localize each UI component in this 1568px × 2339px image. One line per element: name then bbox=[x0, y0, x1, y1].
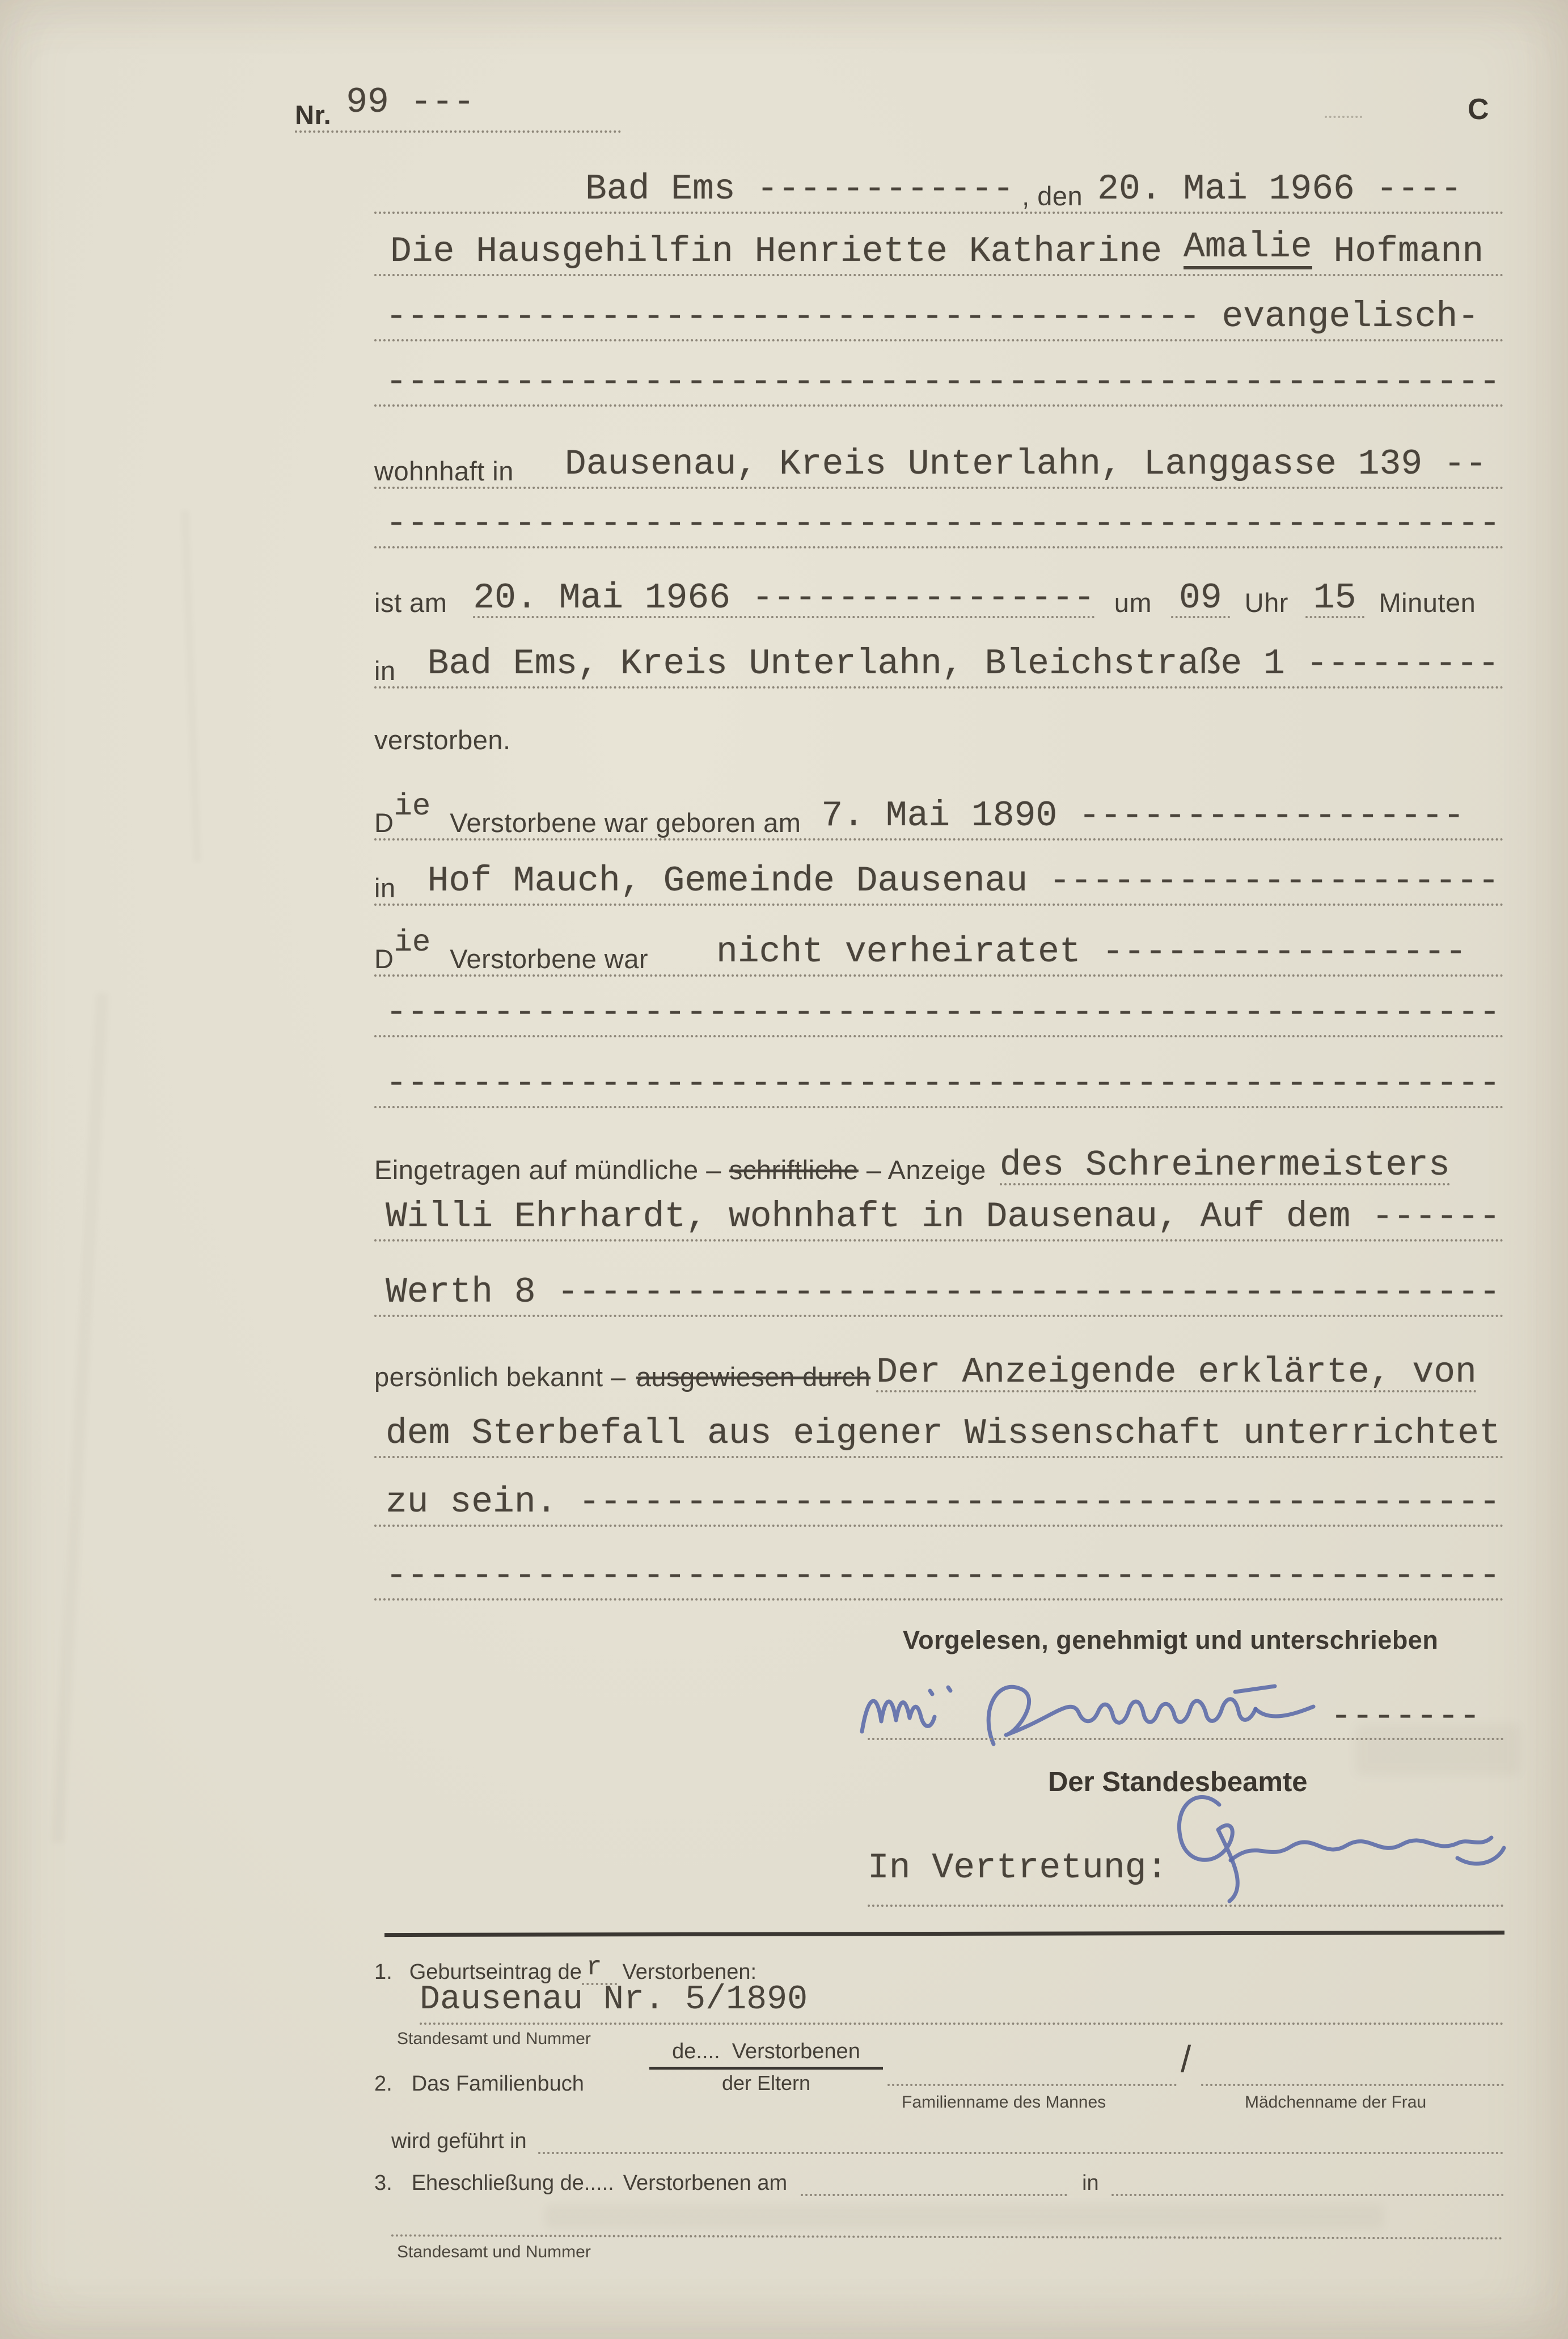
ie-typed: ie bbox=[394, 926, 431, 960]
entry-number-line bbox=[295, 85, 621, 133]
death-datetime-line bbox=[374, 569, 1504, 618]
verstorben-label: verstorben. bbox=[374, 725, 511, 755]
filler-line bbox=[374, 986, 1504, 1037]
family-book-item bbox=[374, 2048, 658, 2097]
death-hour-value: 09 bbox=[1179, 578, 1222, 618]
d-label: D bbox=[374, 944, 394, 974]
place-date-line bbox=[374, 163, 1504, 214]
uhr-label: Uhr bbox=[1244, 588, 1288, 618]
residence-label: wohnhaft in bbox=[374, 456, 514, 486]
residence-value: Dausenau, Kreis Unterlahn, Langgasse 139 -- bbox=[564, 444, 1487, 484]
item-number: 2. bbox=[374, 2072, 392, 2096]
name-part2: Hofmann bbox=[1312, 231, 1484, 272]
filler-line bbox=[374, 1550, 1504, 1601]
known-label: persönlich bekannt – bbox=[374, 1362, 626, 1392]
deceased-name-line bbox=[374, 225, 1504, 276]
birth-date-value: 7. Mai 1890 ------------------ bbox=[821, 796, 1465, 836]
birth-record-label-a: Geburtseintrag de bbox=[409, 1960, 582, 1984]
filler-dashes: ---------------------------------------------------- bbox=[386, 1063, 1501, 1104]
informant-name-value: Willi Ehrhardt, wohnhaft in Dausenau, Auf dem ------ bbox=[386, 1197, 1501, 1237]
residence-line bbox=[374, 438, 1504, 489]
filler-dashes: -------------------------------------- bbox=[386, 297, 1201, 337]
corner-letter: C bbox=[1468, 93, 1489, 126]
marriage-label-b: Verstorbenen am bbox=[623, 2171, 788, 2195]
d-label: D bbox=[374, 808, 394, 838]
filler-dashes: ---------------------------------------------------- bbox=[386, 362, 1501, 402]
leader-dots bbox=[887, 2064, 1177, 2086]
filler-line bbox=[374, 497, 1504, 548]
item-number: 3. bbox=[374, 2171, 392, 2195]
marital-value: nicht verheiratet ----------------- bbox=[716, 932, 1467, 972]
minuten-label: Minuten bbox=[1379, 588, 1476, 618]
informant-title-value: des Schreinermeisters bbox=[999, 1145, 1450, 1185]
caption-standesamt-nummer: Standesamt und Nummer bbox=[397, 2243, 591, 2261]
willi-ehrhardt-signature bbox=[845, 1659, 1327, 1764]
in-label: in bbox=[374, 873, 396, 903]
birth-record-value-line bbox=[420, 1974, 1504, 2025]
registration-notice-line bbox=[374, 1137, 1504, 1185]
birth-record-value: Dausenau Nr. 5/1890 bbox=[420, 1981, 808, 2019]
statement-line bbox=[374, 1407, 1504, 1458]
informant-address-value: Werth 8 -------------------------------------------- bbox=[386, 1272, 1501, 1312]
slash-divider: / bbox=[1181, 2038, 1191, 2080]
marriage-label-a: Eheschließung de..... bbox=[411, 2171, 614, 2195]
leader-dots bbox=[391, 2214, 1503, 2239]
statement-line3-value: zu sein. ------------------------------------------- bbox=[386, 1482, 1501, 1522]
nr-label: Nr. bbox=[295, 100, 332, 130]
religion-line bbox=[374, 290, 1504, 341]
signature-rule bbox=[868, 1717, 1504, 1740]
in-label: in bbox=[374, 656, 396, 686]
filler-dashes: ---------------------------------------------------- bbox=[386, 1556, 1501, 1596]
known-line bbox=[374, 1344, 1504, 1392]
filler-dashes: ---------------------------------------------------- bbox=[386, 993, 1501, 1033]
registration-label2: – Anzeige bbox=[866, 1155, 986, 1185]
death-minute-value: 15 bbox=[1313, 578, 1356, 618]
birth-record-label-b: Verstorbenen: bbox=[622, 1960, 757, 1984]
filler-line bbox=[374, 356, 1504, 407]
filler-dashes: ---------------------------------------------------- bbox=[386, 504, 1501, 544]
item-number: 1. bbox=[374, 1960, 392, 1984]
birthplace-value: Hof Mauch, Gemeinde Dausenau --------------------- bbox=[427, 861, 1499, 901]
entry-number-value: 99 --- bbox=[346, 85, 475, 123]
death-date-value: 20. Mai 1966 ---------------- bbox=[473, 578, 1095, 618]
registration-struck: schriftliche bbox=[729, 1155, 859, 1185]
born-label: Verstorbene war geboren am bbox=[450, 808, 801, 838]
signature-filler-dashes: ------- bbox=[1330, 1696, 1481, 1737]
marital-label: Verstorbene war bbox=[450, 944, 649, 974]
wird-gefuehrt-label: wird geführt in bbox=[391, 2129, 527, 2153]
marriage-item bbox=[374, 2147, 1504, 2196]
statement-line2-value: dem Sterbefall aus eigener Wissenschaft unterrichtet bbox=[386, 1413, 1501, 1454]
informant-line bbox=[374, 1190, 1504, 1242]
fraction-bar bbox=[649, 2067, 883, 2070]
den-label: , den bbox=[1022, 181, 1083, 211]
caption-maedchenname: Mädchenname der Frau bbox=[1245, 2093, 1427, 2112]
name-underlined: Amalie bbox=[1184, 229, 1312, 269]
caption-familienname: Familienname des Mannes bbox=[902, 2093, 1106, 2112]
death-place-line bbox=[374, 637, 1504, 689]
ist-am-label: ist am bbox=[374, 588, 447, 618]
fraction-top: de.... Verstorbenen bbox=[672, 2040, 860, 2063]
family-book-label: Das Familienbuch bbox=[411, 2072, 584, 2096]
marital-status-line bbox=[374, 926, 1504, 977]
filler-line bbox=[374, 1057, 1504, 1108]
ie-typed: ie bbox=[394, 789, 431, 824]
fraction-bottom: der Eltern bbox=[721, 2071, 811, 2095]
paper-crease bbox=[181, 510, 201, 862]
read-approved-label: Vorgelesen, genehmigt und unterschrieben bbox=[903, 1626, 1439, 1654]
deceased-born-line bbox=[374, 789, 1504, 841]
marriage-in-label: in bbox=[1082, 2171, 1099, 2195]
registration-label1: Eingetragen auf mündliche – bbox=[374, 1155, 721, 1185]
place-value: Bad Ems ------------ bbox=[585, 169, 1015, 209]
statement-value: Der Anzeigende erklärte, von bbox=[876, 1352, 1477, 1392]
registrar-title: Der Standesbeamte bbox=[1048, 1767, 1308, 1797]
um-label: um bbox=[1114, 588, 1152, 618]
birthplace-line bbox=[374, 855, 1504, 906]
paper-crease bbox=[52, 993, 108, 1843]
r-typed: r bbox=[586, 1953, 602, 1982]
family-book-fraction bbox=[649, 2041, 883, 2093]
signature-rule bbox=[868, 1884, 1504, 1907]
known-struck: ausgewiesen durch bbox=[636, 1362, 871, 1392]
record-date-value: 20. Mai 1966 ---- bbox=[1097, 169, 1462, 209]
caption-standesamt-nummer: Standesamt und Nummer bbox=[397, 2029, 591, 2048]
verstorben-line bbox=[374, 716, 1504, 755]
death-place-value: Bad Ems, Kreis Unterlahn, Bleichstraße 1 --------- bbox=[427, 644, 1499, 684]
informant-line bbox=[374, 1266, 1504, 1317]
dotted-stub bbox=[1325, 96, 1362, 118]
religion-value: evangelisch- bbox=[1200, 297, 1480, 337]
in-vertretung-label: In Vertretung: bbox=[868, 1848, 1168, 1888]
statement-line bbox=[374, 1476, 1504, 1527]
name-part1: Die Hausgehilfin Henriette Katharine bbox=[390, 231, 1184, 272]
leader-dots bbox=[1201, 2064, 1504, 2086]
